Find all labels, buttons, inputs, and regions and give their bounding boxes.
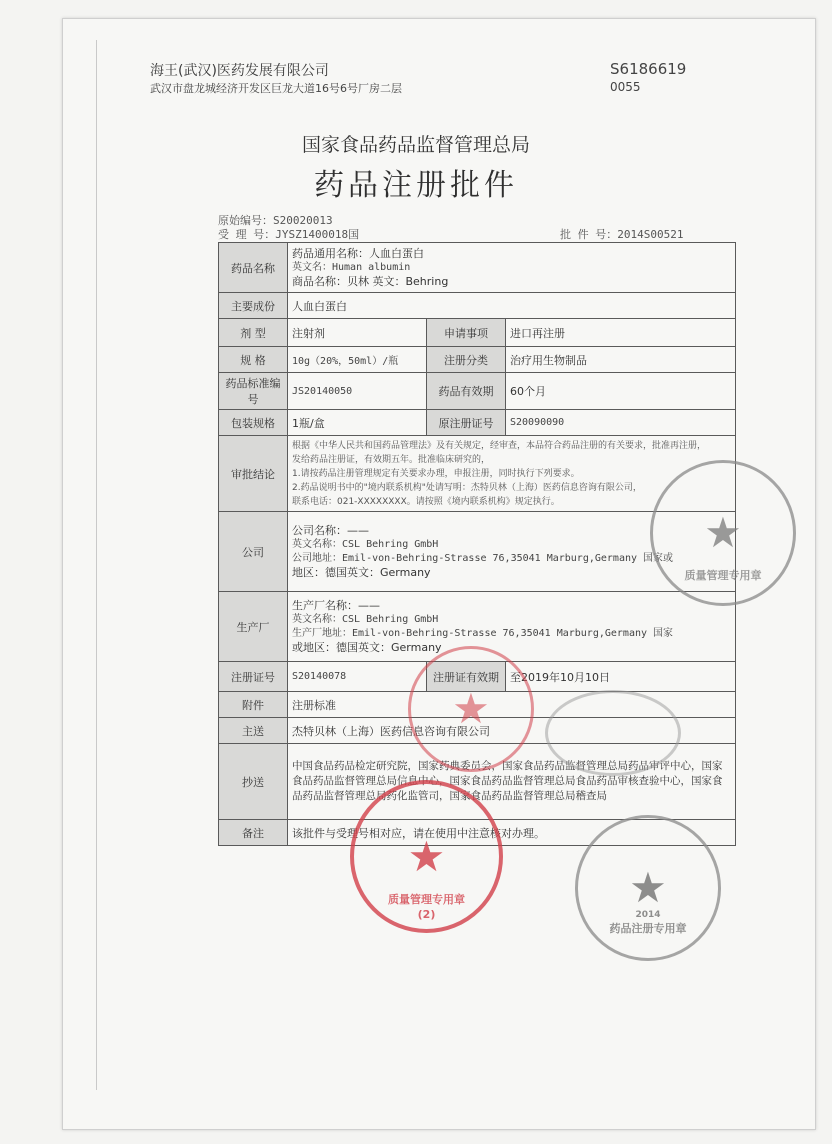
seal-red-faded — [408, 646, 534, 772]
label-drug-name: 药品名称 — [219, 243, 288, 293]
standard-value: JS20140050 — [288, 373, 427, 410]
label-cert: 注册证号 — [219, 662, 288, 692]
ingredients-value: 人血白蛋白 — [288, 293, 736, 319]
label-cert-valid: 注册证有效期 — [427, 662, 506, 692]
label-cc: 抄送 — [219, 744, 288, 820]
company-address: 武汉市盘龙城经济开发区巨龙大道16号6号厂房二层 — [150, 82, 402, 95]
company-region: 地区：德国英文：Germany — [292, 565, 431, 579]
english-name: 英文名：Human albumin — [292, 261, 411, 273]
mfr-en: 英文名称：CSL Behring GmbH — [292, 613, 439, 625]
validity-value: 60个月 — [506, 373, 736, 410]
company-en: 英文名称：CSL Behring GmbH — [292, 538, 439, 550]
star-icon: ★ — [704, 508, 742, 557]
trade-name: 商品名称：贝林 英文：Behring — [292, 274, 449, 288]
label-spec: 规 格 — [219, 347, 288, 373]
label-manufacturer: 生产厂 — [219, 592, 288, 662]
label-send-to: 主送 — [219, 718, 288, 744]
label-pack: 包装规格 — [219, 410, 288, 436]
cc-value: 中国食品药品检定研究院，国家药典委员会，国家食品药品监督管理总局药品审评中心，国家食品药品监督管理总局信息中心，国家食品药品监督管理总局食品药品审核查验中心，国家食品药品监督管理总局药化监管司，国家食品药品监督管理总局稽查局 — [288, 744, 736, 820]
label-attachment: 附件 — [219, 692, 288, 718]
star-icon: ★ — [629, 863, 667, 912]
star-icon: ★ — [407, 831, 446, 881]
star-icon: ★ — [452, 684, 490, 733]
original-number: 原始编号：S20020013 — [218, 214, 333, 227]
agency-title: 国家食品药品监督管理总局 — [301, 134, 530, 156]
drug-name-cell — [288, 243, 736, 293]
mfr-addr: 生产厂地址：Emil-von-Behring-Strasse 76,35041 Marburg,Germany 国家 — [292, 627, 674, 639]
quality-seal-red — [350, 780, 503, 933]
seal-number: (2) — [417, 908, 436, 921]
quality-seal-gray — [650, 460, 796, 606]
spec-value: 10g（20%，50ml）/瓶 — [288, 347, 427, 373]
cert-value: S20140078 — [288, 662, 427, 692]
conclusion-line: 联系电话：021-XXXXXXXX。请按照《境内联系机构》规定执行。 — [292, 496, 560, 507]
label-standard: 药品标准编号 — [219, 373, 288, 410]
label-conclusion: 审批结论 — [219, 436, 288, 512]
orig-cert-value: S20090090 — [506, 410, 736, 436]
label-dosage: 剂 型 — [219, 319, 288, 347]
seal-text: 药品注册专用章 — [609, 922, 687, 935]
mfr-region: 或地区：德国英文：Germany — [292, 640, 442, 654]
mfr-name: 生产厂名称：—— — [292, 598, 380, 612]
seal-text: 质量管理专用章 — [684, 569, 762, 582]
label-note: 备注 — [219, 820, 288, 846]
cert-valid-value: 至2019年10月10日 — [506, 662, 736, 692]
conclusion-line: 2.药品说明书中的"境内联系机构"处请写明：杰特贝林（上海）医药信息咨询有限公司， — [292, 482, 642, 493]
serial-sub: 0055 — [610, 80, 641, 94]
approval-number: 批 件 号：2014S00521 — [560, 228, 684, 241]
seal-year: 2014 — [635, 910, 661, 920]
company-header: 海王(武汉)医药发展有限公司 — [150, 63, 329, 79]
label-validity: 药品有效期 — [427, 373, 506, 410]
conclusion-line: 根据《中华人民共和国药品管理法》及有关规定，经审查，本品符合药品注册的有关要求，批准再注册， — [292, 440, 707, 451]
company-name: 公司名称：—— — [292, 523, 369, 537]
generic-name: 药品通用名称：人血白蛋白 — [292, 246, 424, 260]
serial-number: S6186619 — [610, 60, 687, 78]
conclusion-line: 发给药品注册证，有效期五年。批准临床研究的， — [292, 454, 491, 465]
reg-class-value: 治疗用生物制品 — [506, 347, 736, 373]
apply-value: 进口再注册 — [506, 319, 736, 347]
manufacturer-cell — [288, 592, 736, 662]
label-apply: 申请事项 — [427, 319, 506, 347]
seal-text: 质量管理专用章 — [388, 893, 465, 906]
note-value: 该批件与受理号相对应，请在使用中注意核对办理。 — [288, 820, 736, 846]
registration-seal-gray — [575, 815, 721, 961]
pack-value: 1瓶/盒 — [288, 410, 427, 436]
dosage-value: 注射剂 — [288, 319, 427, 347]
label-ingredients: 主要成份 — [219, 293, 288, 319]
attachment-value: 注册标准 — [288, 692, 736, 718]
label-company: 公司 — [219, 512, 288, 592]
company-addr: 公司地址：Emil-von-Behring-Strasse 76,35041 Marburg,Germany 国家或 — [292, 552, 674, 564]
send-to-value: 杰特贝林（上海）医药信息咨询有限公司 — [288, 718, 736, 744]
conclusion-line: 1.请按药品注册管理规定有关要求办理，申报注册，同时执行下列要求。 — [292, 468, 580, 479]
label-orig-cert: 原注册证号 — [427, 410, 506, 436]
oval-seal — [545, 690, 681, 776]
document-title: 药品注册批件 — [314, 168, 518, 203]
label-reg-class: 注册分类 — [427, 347, 506, 373]
acceptance-number: 受 理 号：JYSZ1400018国 — [218, 228, 360, 241]
